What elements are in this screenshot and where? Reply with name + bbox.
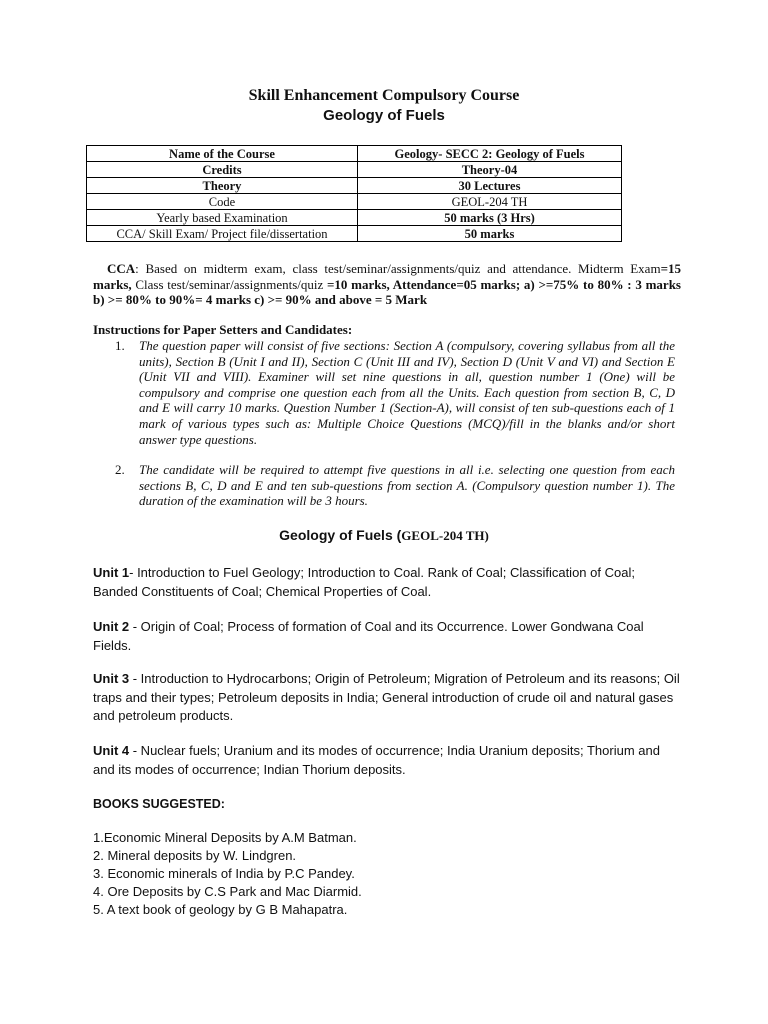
book-item: 2. Mineral deposits by W. Lindgren. [93,848,297,863]
book-item: 5. A text book of geology by G B Mahapatra. [93,902,348,917]
table-cell-label: Name of the Course [87,146,358,162]
unit-label: Unit 2 [93,619,130,634]
instruction-item [111,338,675,447]
course-info-table [86,145,622,242]
table-cell-value: Geology- SECC 2: Geology of Fuels [358,146,622,162]
instruction-number: 2. [115,462,125,477]
instruction-number: 1. [115,338,125,353]
cca-text-2: Class test/seminar/assignments/quiz [131,276,327,292]
cca-bold-2: =10 marks, Attendance=05 marks; a) >=75% to 80% : 3 marks b) >= 80% to 90%= 4 marks c) >= 90% and above = 5 Mark [93,276,681,307]
unit-item [93,564,683,601]
syllabus-title-code: GEOL-204 TH) [401,528,489,543]
book-item: 4. Ore Deposits by C.S Park and Mac Diarmid. [93,884,362,899]
cca-bold-1: =15 marks, [93,261,681,292]
unit-item [93,618,683,655]
instruction-item [111,462,675,509]
instructions-heading: Instructions for Paper Setters and Candidates: [93,322,353,337]
table-cell-value: 30 Lectures [358,178,622,194]
table-cell-label: Yearly based Examination [87,210,358,226]
unit-label: Unit 1 [93,565,130,580]
table-row [87,178,622,194]
cca-paragraph [93,261,681,308]
unit-text: - Origin of Coal; Process of formation of Coal and its Occurrence. Lower Gondwana Coal Fields. [93,619,644,653]
unit-item [93,670,683,726]
cca-label: CCA [107,261,136,276]
table-cell-label: CCA/ Skill Exam/ Project file/dissertation [87,226,358,242]
unit-label: Unit 3 [93,671,130,686]
table-row [87,194,622,210]
table-row [87,226,622,242]
book-item: 1.Economic Mineral Deposits by A.M Batman. [93,830,357,845]
table-cell-label: Theory [87,178,358,194]
book-item: 3. Economic minerals of India by P.C Pandey. [93,866,355,881]
unit-text: - Introduction to Hydrocarbons; Origin of Petroleum; Migration of Petroleum and its reasons; Oil traps and their types; Petroleum deposits in India; General introduction of crude oil and natural gases and petroleum products. [93,671,680,723]
unit-item [93,742,683,779]
document-subtitle: Geology of Fuels [323,107,445,124]
table-cell-value: Theory-04 [358,162,622,178]
table-cell-label: Code [87,194,358,210]
table-row [87,146,622,162]
table-cell-value: 50 marks [358,226,622,242]
unit-text: - Introduction to Fuel Geology; Introduction to Coal. Rank of Coal; Classification of Coal; Banded Constituents of Coal; Chemical Properties of Coal. [93,565,635,599]
table-cell-label: Credits [87,162,358,178]
cca-text-1: : Based on midterm exam, class test/seminar/assignments/quiz and attendance. Midterm Exam [135,261,661,276]
books-heading: BOOKS SUGGESTED: [93,797,225,811]
unit-text: - Nuclear fuels; Uranium and its modes of occurrence; India Uranium deposits; Thorium and and its modes of occurrence; Indian Thorium deposits. [93,743,660,777]
syllabus-title-text: Geology of Fuels ( [279,527,402,543]
instruction-text: The question paper will consist of five sections: Section A (compulsory, covering syllabus from all the units), Section B (Unit I and II), Section C (Unit III and IV), Section D (Unit V and VI) and Section E (Unit VII and VIII). Examiner will set nine questions in all, question number 1 (One) will be compulsory and comprise one question each from all the Units. Each question from section B, C, D and E will carry 10 marks. Question Number 1 (Section-A), will consist of ten sub-questions each of 1 mark of various types such as: Multiple Choice Questions (MCQ)/fill in the blanks and/or short answer type questions. [139,338,675,447]
table-row [87,162,622,178]
syllabus-title [0,527,768,544]
document-title: Skill Enhancement Compulsory Course [248,87,520,104]
unit-label: Unit 4 [93,743,130,758]
table-cell-value: GEOL-204 TH [358,194,622,210]
table-cell-value: 50 marks (3 Hrs) [358,210,622,226]
table-row [87,210,622,226]
instruction-text: The candidate will be required to attempt five questions in all i.e. selecting one question from each sections B, C, D and E and ten sub-questions from section A. (Compulsory question number 1). The duration of the examination will be 3 hours. [139,462,675,509]
